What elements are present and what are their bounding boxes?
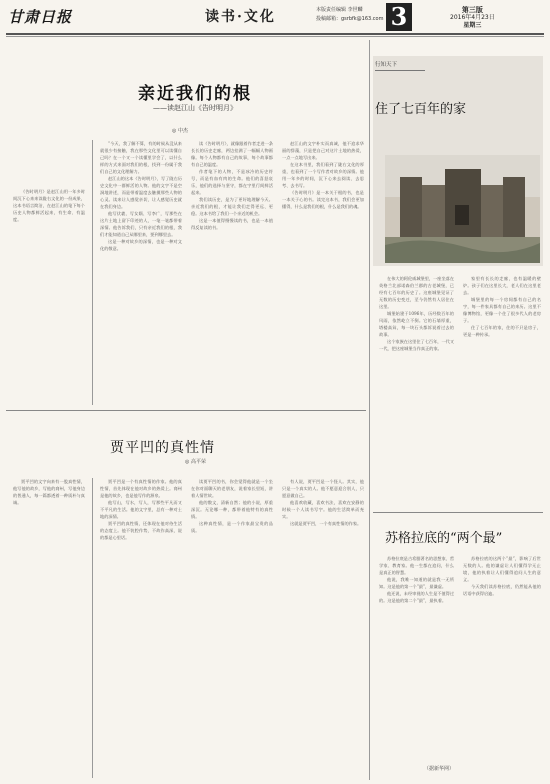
jia-column-1 <box>100 478 182 778</box>
feature-author: ◎ 中杰 <box>172 128 188 134</box>
paragraph: 城堡里的每一个房间都有自己的名字，每一件家具都有自己的来历。这里不像博物馆，更像一个住了很多代人的老房子。 <box>463 297 541 323</box>
paragraph: 他说，我唯一知道的就是我一无所知。这是他的第一个“最”，最谦虚。 <box>379 577 454 589</box>
story-column-1 <box>379 275 454 505</box>
paragraph: 读贾平凹的书，你会觉得他就是一个坐在你对面聊天的老朋友，说着家长里短，讲着人情世故。 <box>191 479 273 498</box>
feature-column-2 <box>191 140 273 405</box>
paragraph: 读《告时明月》，就像跟着作者走进一条长长的历史走廊，两边挂满了一幅幅人物画像。每个人物都有自己的故事，每个故事都有自己的温度。 <box>191 141 273 167</box>
paragraph: 这是一本值得慢慢读的书，也是一本值得反复读的书。 <box>191 218 273 230</box>
paragraph: 他写伏羲、写女娲、写李广，写那些在这片土地上留下印迹的人，一笔一笔都带着深情。他告诉我们，只有亲近我们的根，我们才能知道自己从哪里来，要到哪里去。 <box>100 211 182 237</box>
paragraph: 他的散文，清新自然；他的小说，厚重深沉。无论哪一种，都带着他特有的真性情。 <box>191 500 273 519</box>
paragraph: 《告时明月》是一本关于根的书，也是一本关于心的书。读完这本书，我们会更加懂得，什么是我们的根，什么是我们的魂。 <box>282 190 364 209</box>
paragraph: 在伟大的阿伦威城堡里，一座坐落在英格兰北部诺森伯兰郡的古老城堡，已经有七百年的历史了。这座城堡见证了无数的历史变迁，至今仍然有人居住在这里。 <box>379 276 454 309</box>
weekday: 星期三 <box>463 22 482 29</box>
paragraph: 这就是贾平凹，一个有真性情的作家。 <box>290 521 362 526</box>
email-line: 投稿邮箱：gsrbfk@163.com <box>316 16 384 22</box>
paragraph: 这种真性情，是一个作家最宝贵的品质。 <box>191 521 273 533</box>
paragraph: 他写山，写水，写人，写那些平凡而又不平凡的生活。他的文字里，总有一种对土地的深情。 <box>100 500 182 519</box>
paragraph: 住了七百年的家，住的不只是房子，更是一种传承。 <box>463 325 541 337</box>
story-title: 住了七百年的家 <box>375 102 467 117</box>
paragraph: 作者笔下的人物，不是冰冷的历史符号，而是有血有肉的生命。他们的喜怒哀乐，他们的选择与坚守，都在字里行间鲜活起来。 <box>191 169 273 195</box>
column-divider <box>92 478 93 778</box>
paragraph: 贾平凹的文字向来有一股真性情，他写他的故乡，写他的商州，写他身边的普通人，每一篇都透着一种质朴与真诚。 <box>13 479 85 505</box>
feature-subtitle: ——读赵江山《告时明月》 <box>153 104 237 112</box>
paragraph: 我们读历史，是为了更好地理解今天。亲近我们的根，才能让我们走得更远、更稳。这本书给了我们一个亲近的机会。 <box>191 197 273 216</box>
story-tag: 行知天下 <box>375 60 425 71</box>
jia-column-2 <box>191 478 273 778</box>
paragraph: 贾平凹的真性情，还体现在他对待生活的态度上。他不装腔作势，不故作高深，说的都是心里话。 <box>100 521 182 540</box>
jia-title: 贾平凹的真性情 <box>110 440 215 456</box>
paragraph: 家里有长长的走廊，也有温暖的壁炉。孩子们在这里长大，老人们在这里老去。 <box>463 276 541 295</box>
edition: 第三版 <box>461 6 483 14</box>
paragraph: 他还说，未经审视的人生是不值得过的。这是他的第二个“最”，最执着。 <box>379 591 454 603</box>
newspaper-logo: 甘肃日报 <box>8 8 73 26</box>
feature-column-3 <box>282 140 364 405</box>
masthead-rule-thin <box>6 36 544 37</box>
story-column-2 <box>463 275 541 505</box>
paragraph: 赵江山的这本《告时明月》，写了陇右历史文化中一群鲜活的人物。他的文字不是空洞地讲述，而是带着温度去触摸那些人物的心灵。读来让人感觉亲切，让人感觉历史就在我们身边。 <box>100 176 182 209</box>
paragraph: “今天，我了解不算，有的时候从没从来就很少有接触，我在那些文化里可以读懂自己吗？在一个又一个读懂里学会了，以什么样的方式来面对我们的根，找到一份属于我们自己的文化理解力。 <box>100 141 182 174</box>
feature-title: 亲近我们的根 <box>138 84 252 104</box>
castle-photo <box>385 155 540 263</box>
paragraph: 苏格拉底是古希腊著名的思想家、哲学家、教育家。他一生都在追问，什么是真正的智慧。 <box>379 556 454 575</box>
section-divider <box>6 410 366 411</box>
feature-column-1 <box>100 140 182 405</box>
column-divider <box>369 40 370 780</box>
credits <box>316 6 383 24</box>
socrates-source: （据新华网） <box>424 766 455 772</box>
paragraph: 这个家族在这里住了七百年，一代又一代，把这座城堡当作真正的家。 <box>379 339 454 351</box>
jia-column-3 <box>282 478 364 778</box>
jia-sidebar <box>13 478 85 568</box>
intro-paragraph: 《告时明月》是赵江山用一年多时间沉下心来来读陇右文化的一份成果，这本书语言简洁，在赵江山的笔下每个历史人物都鲜活起来，有生命、有温度。 <box>13 189 85 222</box>
page-number: 3 <box>386 3 412 31</box>
paragraph: 这是一种对故乡的深情，也是一种对文化的敬意。 <box>100 239 182 251</box>
paragraph: 有人说，贾平凹是一个怪人。其实，他只是一个真实的人。他不愿意迎合别人，只愿意做自己。 <box>282 479 364 498</box>
socrates-column-2 <box>463 555 541 760</box>
section-title: 读书·文化 <box>205 9 276 25</box>
column-divider <box>92 140 93 405</box>
socrates-column-1 <box>379 555 454 760</box>
paragraph: 贾平凹是一个有真性情的作家。他的真性情，首先体现在他对故乡的热爱上。商州是他的故乡，也是他写作的源泉。 <box>100 479 182 498</box>
paragraph: 苏格拉底的这两个“最”，影响了后世无数的人。他的谦虚让人们懂得学无止境，他的执着让人们懂得追问人生的意义。 <box>463 556 541 582</box>
editor-line: 本版责任编辑 李世麟 <box>316 7 363 13</box>
socrates-title: 苏格拉底的“两个最” <box>385 531 503 546</box>
issue-info <box>450 6 495 30</box>
paragraph: 在这本书里，我们看到了陇右文化的厚重，也看到了一个写作者对故乡的深情。他用一年多的时间，沉下心来去阅读、去思考、去书写。 <box>282 162 364 188</box>
issue-date: 2016年4月23日 <box>450 14 495 21</box>
paragraph: 今天我们读苏格拉底，仍然能从他的话语中获得启迪。 <box>463 584 541 596</box>
paragraph: 赵江山的文字朴实而真诚，他不追求华丽的辞藻，只是把自己对这片土地的热爱，一点一点地写出来。 <box>282 141 364 160</box>
feature-intro <box>13 188 85 276</box>
paragraph: 他喜欢收藏，喜欢书法，喜欢在安静的时候一个人读书写字。他的生活简单而充实。 <box>282 500 364 519</box>
paragraph: 城堡始建于1096年，历经数百年的风雨，依然屹立不倒。它的石墙厚重，塔楼高耸，每一块石头都诉说着过去的故事。 <box>379 311 454 337</box>
jia-author: ◎ 高平荣 <box>185 459 206 465</box>
section-divider <box>373 512 543 513</box>
masthead-rule <box>6 33 544 35</box>
